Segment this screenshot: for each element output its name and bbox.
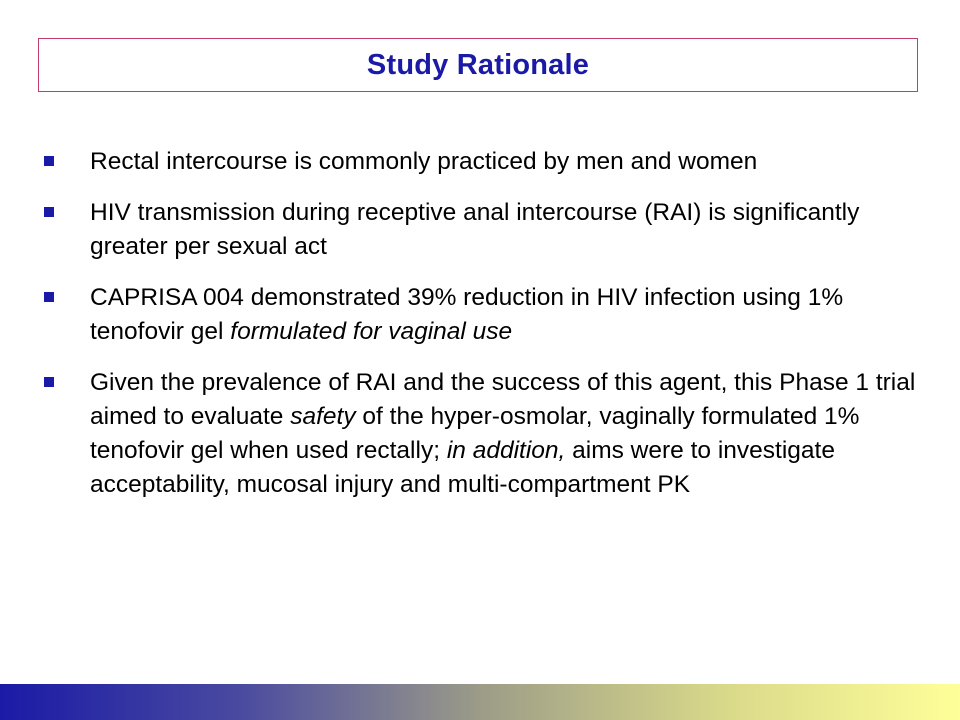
- bullet-text-segment: CAPRISA 004 demonstrated 39% reduction in HIV infection using 1% tenofovir gel: [90, 284, 844, 345]
- bullet-text-italic: safety: [290, 403, 356, 430]
- square-bullet-icon: [44, 292, 54, 302]
- bullet-text-segment: HIV transmission during receptive anal intercourse (RAI) is significantly greater per sexual act: [90, 199, 860, 260]
- bullet-text-italic: in addition,: [446, 437, 566, 464]
- slide-title-box: [38, 38, 918, 92]
- bullet-text: [90, 281, 924, 349]
- bullet-item: [44, 196, 924, 264]
- bullet-item: [44, 366, 924, 502]
- bullet-text: [90, 196, 924, 264]
- bullet-text-segment: Rectal intercourse is commonly practiced by men and women: [90, 148, 758, 175]
- slide-title: Study Rationale: [366, 48, 590, 81]
- square-bullet-icon: [44, 156, 54, 166]
- bullet-item: [44, 281, 924, 349]
- bullet-text-italic: formulated for vaginal use: [230, 318, 513, 345]
- bullet-text-segment: aims were to investigate acceptability, mucosal injury and multi-compartment PK: [90, 437, 835, 498]
- bullet-text-segment: of the hyper-osmolar, vaginally formulated 1% tenofovir gel when used rectally;: [90, 403, 860, 464]
- bullet-text: [90, 145, 924, 179]
- bullet-text: [90, 366, 924, 502]
- square-bullet-icon: [44, 377, 54, 387]
- footer-gradient-bar: [0, 684, 960, 720]
- bullet-item: [44, 145, 924, 179]
- bullet-text-segment: Given the prevalence of RAI and the success of this agent, this Phase 1 trial aimed to evaluate: [90, 369, 916, 430]
- square-bullet-icon: [44, 207, 54, 217]
- bullet-list: [44, 145, 924, 502]
